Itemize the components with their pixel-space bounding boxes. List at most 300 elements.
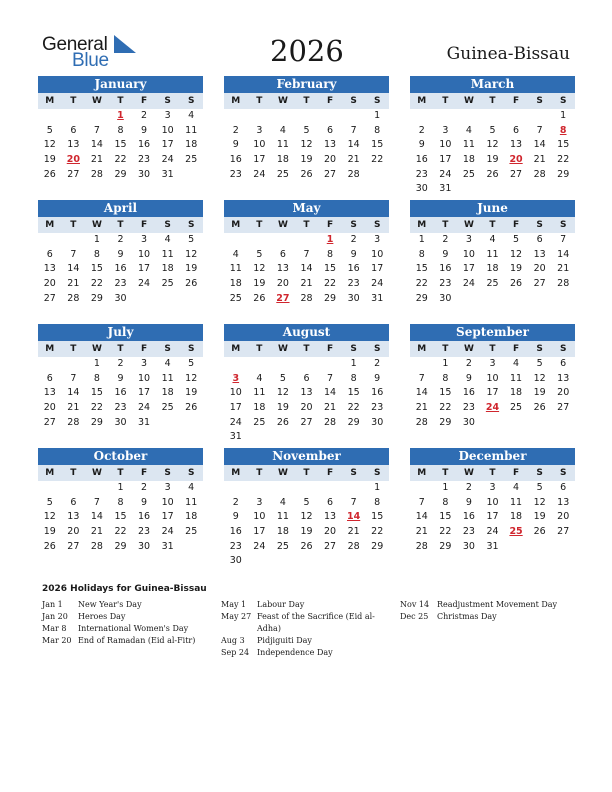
holiday-name: Heroes Day <box>78 612 126 621</box>
empty-day-cell <box>295 357 319 372</box>
day-cell: 11 <box>161 372 174 384</box>
day-cell: 9 <box>232 139 239 151</box>
holiday-column <box>42 599 212 647</box>
day-cell: 1 <box>93 358 100 369</box>
day-cell: 19 <box>185 263 198 275</box>
day-cell: 22 <box>114 154 127 166</box>
day-cell: 11 <box>185 124 198 136</box>
day-cell: 26 <box>185 278 198 290</box>
holiday-name: End of Ramadan (Eid al-Fitr) <box>78 636 196 645</box>
holiday-item <box>42 599 212 611</box>
weekday-label: S <box>536 220 543 230</box>
weekday-header-row <box>224 341 389 357</box>
month-august <box>224 324 389 445</box>
holiday-date: Aug 3 <box>221 636 245 645</box>
empty-day-cell <box>62 357 86 372</box>
day-cell: 24 <box>229 416 242 428</box>
day-cell: 28 <box>90 168 103 180</box>
day-cell: 23 <box>347 278 360 290</box>
day-cell: 29 <box>114 540 127 552</box>
day-cell: 19 <box>533 511 546 523</box>
day-cell: 12 <box>533 372 546 384</box>
day-cell: 26 <box>300 168 313 180</box>
day-cell: 26 <box>300 540 313 552</box>
day-cell: 3 <box>489 358 496 369</box>
holiday-day-cell: 3 <box>232 372 240 384</box>
day-cell: 18 <box>229 278 242 290</box>
holiday-day-cell: 8 <box>559 124 567 136</box>
weekday-label: F <box>140 468 148 478</box>
logo-text-general: General <box>42 34 108 55</box>
weekday-label: M <box>45 344 55 354</box>
day-cell: 29 <box>415 292 428 304</box>
day-cell: 28 <box>300 292 313 304</box>
weekday-label: M <box>45 220 55 230</box>
day-cell: 28 <box>347 540 360 552</box>
holiday-name: New Year's Day <box>78 600 142 609</box>
day-cell: 23 <box>415 168 428 180</box>
day-cell: 20 <box>276 278 289 290</box>
day-cell: 24 <box>462 278 475 290</box>
day-cell: 12 <box>185 372 198 384</box>
weekday-label: S <box>373 220 381 230</box>
day-cell: 25 <box>185 154 198 166</box>
weekday-header-row <box>410 465 575 481</box>
day-cell: 25 <box>161 402 174 414</box>
day-cell: 28 <box>415 416 428 428</box>
day-cell: 30 <box>347 292 360 304</box>
day-cell: 5 <box>303 124 310 136</box>
day-cell: 23 <box>114 278 127 290</box>
day-cell: 11 <box>161 248 174 260</box>
day-cell: 28 <box>557 278 570 290</box>
day-cell: 1 <box>442 482 449 493</box>
day-cell: 26 <box>486 168 499 180</box>
empty-day-cell <box>38 109 62 124</box>
day-cell: 17 <box>462 263 475 275</box>
weekday-label: F <box>512 468 520 478</box>
day-cell: 31 <box>161 540 174 552</box>
day-cell: 24 <box>161 526 174 538</box>
day-cell: 27 <box>67 540 80 552</box>
day-cell: 5 <box>303 496 310 508</box>
day-cell: 11 <box>462 139 475 151</box>
day-cell: 11 <box>229 263 242 275</box>
day-cell: 16 <box>138 511 151 523</box>
holiday-name: Independence Day <box>257 648 333 657</box>
day-cell: 5 <box>46 496 53 508</box>
day-cell: 6 <box>46 248 53 260</box>
day-cell: 29 <box>90 292 103 304</box>
weekday-label: T <box>256 468 263 478</box>
empty-day-cell <box>318 481 342 496</box>
weekday-label: W <box>463 96 474 106</box>
day-cell: 30 <box>371 416 384 428</box>
weekday-label: S <box>350 344 357 354</box>
day-cell: 21 <box>415 402 428 414</box>
weekday-label: M <box>45 468 55 478</box>
day-cell: 30 <box>439 292 452 304</box>
day-cell: 6 <box>303 372 310 384</box>
day-cell: 17 <box>439 154 452 166</box>
holiday-date: Sep 24 <box>221 648 250 657</box>
day-cell: 5 <box>256 248 263 260</box>
day-cell: 15 <box>557 139 570 151</box>
month-may <box>224 200 389 306</box>
holiday-day-cell: 20 <box>66 154 80 166</box>
day-cell: 19 <box>253 278 266 290</box>
holiday-column <box>221 599 391 659</box>
day-cell: 18 <box>185 511 198 523</box>
day-cell: 24 <box>439 168 452 180</box>
holiday-name: Readjustment Movement Day <box>437 600 558 609</box>
day-cell: 2 <box>374 358 381 369</box>
day-cell: 9 <box>465 496 472 508</box>
day-cell: 11 <box>253 387 266 399</box>
month-february <box>224 76 389 182</box>
day-cell: 8 <box>374 496 381 508</box>
month-header: June <box>410 200 575 217</box>
day-cell: 20 <box>67 526 80 538</box>
day-cell: 30 <box>462 540 475 552</box>
weekday-label: W <box>277 96 288 106</box>
day-grid <box>38 481 203 554</box>
day-cell: 18 <box>161 387 174 399</box>
day-cell: 3 <box>141 358 148 369</box>
day-cell: 15 <box>415 263 428 275</box>
day-cell: 14 <box>67 387 80 399</box>
weekday-label: T <box>70 96 77 106</box>
day-cell: 3 <box>256 124 263 136</box>
day-cell: 14 <box>300 263 313 275</box>
day-cell: 19 <box>300 526 313 538</box>
empty-day-cell <box>224 357 248 372</box>
weekday-label: S <box>164 344 171 354</box>
day-cell: 12 <box>253 263 266 275</box>
day-cell: 10 <box>253 511 266 523</box>
weekday-label: W <box>91 220 102 230</box>
day-cell: 22 <box>557 154 570 166</box>
day-cell: 13 <box>557 372 570 384</box>
day-cell: 26 <box>533 402 546 414</box>
day-cell: 19 <box>43 154 56 166</box>
weekday-label: S <box>373 96 381 106</box>
weekday-label: T <box>489 344 496 354</box>
day-cell: 8 <box>93 372 100 384</box>
empty-day-cell <box>295 481 319 496</box>
day-cell: 8 <box>374 124 381 136</box>
weekday-label: F <box>512 96 520 106</box>
day-cell: 24 <box>253 540 266 552</box>
day-cell: 27 <box>300 416 313 428</box>
month-header: April <box>38 200 203 217</box>
empty-day-cell <box>38 233 62 248</box>
day-cell: 11 <box>276 511 289 523</box>
day-cell: 19 <box>300 154 313 166</box>
weekday-label: T <box>442 96 449 106</box>
weekday-header-row <box>224 217 389 233</box>
day-cell: 7 <box>327 372 334 384</box>
holiday-name: Pidjiguiti Day <box>257 636 312 645</box>
weekday-label: T <box>117 220 124 230</box>
day-cell: 22 <box>371 154 384 166</box>
day-cell: 3 <box>256 496 263 508</box>
day-cell: 26 <box>510 278 523 290</box>
weekday-label: W <box>277 220 288 230</box>
day-cell: 9 <box>117 248 124 260</box>
holiday-name: Christmas Day <box>437 612 497 621</box>
day-cell: 18 <box>276 526 289 538</box>
empty-day-cell <box>271 481 295 496</box>
day-cell: 21 <box>347 154 360 166</box>
holiday-item <box>42 611 212 623</box>
day-cell: 15 <box>90 263 103 275</box>
day-cell: 10 <box>462 248 475 260</box>
empty-day-cell <box>318 357 342 372</box>
day-cell: 5 <box>188 234 195 245</box>
day-cell: 5 <box>489 124 496 136</box>
empty-day-cell <box>434 109 458 124</box>
day-cell: 14 <box>90 511 103 523</box>
day-cell: 30 <box>462 416 475 428</box>
day-cell: 28 <box>347 168 360 180</box>
day-cell: 31 <box>229 431 242 443</box>
day-cell: 19 <box>486 154 499 166</box>
weekday-label: S <box>559 96 567 106</box>
day-cell: 11 <box>510 496 523 508</box>
day-cell: 9 <box>350 248 357 260</box>
weekday-label: T <box>117 468 124 478</box>
day-cell: 12 <box>43 139 56 151</box>
day-grid <box>224 357 389 445</box>
day-cell: 21 <box>415 526 428 538</box>
holiday-item <box>400 599 570 611</box>
day-cell: 9 <box>418 139 425 151</box>
logo-triangle-icon <box>114 35 136 53</box>
day-cell: 25 <box>161 278 174 290</box>
day-cell: 29 <box>90 416 103 428</box>
month-january <box>38 76 203 182</box>
brand-logo <box>42 34 142 70</box>
day-cell: 27 <box>324 540 337 552</box>
day-cell: 13 <box>67 511 80 523</box>
day-cell: 30 <box>114 292 127 304</box>
day-cell: 15 <box>90 387 103 399</box>
holiday-day-cell: 1 <box>326 234 334 245</box>
day-grid <box>410 109 575 197</box>
month-header: December <box>410 448 575 465</box>
holiday-item <box>221 599 391 611</box>
empty-day-cell <box>248 357 272 372</box>
day-cell: 22 <box>371 526 384 538</box>
empty-day-cell <box>224 481 248 496</box>
day-cell: 29 <box>557 168 570 180</box>
day-cell: 27 <box>557 402 570 414</box>
day-cell: 13 <box>43 387 56 399</box>
day-cell: 10 <box>439 139 452 151</box>
day-cell: 23 <box>462 526 475 538</box>
day-cell: 19 <box>510 263 523 275</box>
day-cell: 4 <box>256 372 263 384</box>
day-cell: 14 <box>67 263 80 275</box>
day-cell: 25 <box>229 292 242 304</box>
day-cell: 4 <box>465 124 472 136</box>
weekday-label: W <box>91 96 102 106</box>
day-cell: 9 <box>465 372 472 384</box>
day-cell: 10 <box>253 139 266 151</box>
holiday-item <box>400 611 570 623</box>
day-cell: 21 <box>90 154 103 166</box>
country-name: Guinea-Bissau <box>446 44 570 64</box>
weekday-label: T <box>256 220 263 230</box>
day-cell: 27 <box>67 168 80 180</box>
weekday-label: T <box>303 96 310 106</box>
day-cell: 16 <box>138 139 151 151</box>
day-grid <box>38 357 203 430</box>
day-cell: 27 <box>557 526 570 538</box>
day-cell: 8 <box>117 124 124 136</box>
day-cell: 16 <box>114 263 127 275</box>
day-cell: 12 <box>486 139 499 151</box>
weekday-label: T <box>256 344 263 354</box>
day-cell: 14 <box>90 139 103 151</box>
day-cell: 9 <box>141 124 148 136</box>
month-header: August <box>224 324 389 341</box>
day-cell: 23 <box>371 402 384 414</box>
holidays-title: 2026 Holidays for Guinea-Bissau <box>42 584 207 594</box>
weekday-label: M <box>417 468 427 478</box>
day-cell: 8 <box>442 372 449 384</box>
day-cell: 15 <box>347 387 360 399</box>
day-cell: 30 <box>229 555 242 567</box>
day-cell: 8 <box>93 248 100 260</box>
holiday-day-cell: 14 <box>347 511 361 523</box>
day-cell: 10 <box>229 387 242 399</box>
month-april <box>38 200 203 306</box>
weekday-label: M <box>417 220 427 230</box>
day-cell: 8 <box>350 372 357 384</box>
day-cell: 14 <box>533 139 546 151</box>
day-cell: 12 <box>300 139 313 151</box>
weekday-label: S <box>187 344 195 354</box>
day-cell: 29 <box>439 540 452 552</box>
day-cell: 6 <box>70 124 77 136</box>
month-october <box>38 448 203 554</box>
day-cell: 13 <box>276 263 289 275</box>
empty-day-cell <box>248 481 272 496</box>
weekday-label: F <box>140 220 148 230</box>
day-cell: 10 <box>371 248 384 260</box>
month-november <box>224 448 389 569</box>
day-cell: 20 <box>557 511 570 523</box>
day-cell: 7 <box>418 496 425 508</box>
day-grid <box>410 357 575 430</box>
logo-text-blue: Blue <box>72 50 109 71</box>
empty-day-cell <box>457 109 481 124</box>
holiday-date: May 1 <box>221 600 247 609</box>
weekday-label: S <box>559 344 567 354</box>
weekday-label: T <box>442 468 449 478</box>
day-cell: 15 <box>114 139 127 151</box>
day-cell: 26 <box>43 540 56 552</box>
day-cell: 17 <box>138 263 151 275</box>
day-cell: 2 <box>465 358 472 369</box>
day-cell: 1 <box>350 358 357 369</box>
day-cell: 16 <box>229 526 242 538</box>
day-cell: 6 <box>46 372 53 384</box>
month-september <box>410 324 575 430</box>
weekday-label: F <box>326 344 334 354</box>
holiday-date: Nov 14 <box>400 600 430 609</box>
day-cell: 25 <box>276 168 289 180</box>
day-cell: 16 <box>462 511 475 523</box>
holiday-item <box>221 611 391 635</box>
day-cell: 26 <box>253 292 266 304</box>
day-cell: 12 <box>185 248 198 260</box>
day-grid <box>224 233 389 306</box>
weekday-label: S <box>536 468 543 478</box>
weekday-label: S <box>536 96 543 106</box>
day-cell: 24 <box>138 278 151 290</box>
day-cell: 17 <box>161 511 174 523</box>
weekday-label: S <box>164 220 171 230</box>
weekday-label: F <box>512 220 520 230</box>
day-cell: 24 <box>253 168 266 180</box>
day-cell: 7 <box>70 248 77 260</box>
holiday-day-cell: 1 <box>117 110 124 121</box>
day-cell: 21 <box>347 526 360 538</box>
holiday-date: Jan 20 <box>42 612 68 621</box>
day-cell: 26 <box>185 402 198 414</box>
month-header: March <box>410 76 575 93</box>
day-cell: 2 <box>117 358 124 369</box>
day-cell: 23 <box>138 154 151 166</box>
empty-day-cell <box>504 109 528 124</box>
weekday-label: F <box>326 468 334 478</box>
day-cell: 10 <box>161 496 174 508</box>
day-cell: 24 <box>371 278 384 290</box>
day-cell: 23 <box>114 402 127 414</box>
day-cell: 19 <box>43 526 56 538</box>
day-cell: 4 <box>489 234 496 245</box>
day-cell: 2 <box>232 124 239 136</box>
day-grid <box>38 233 203 306</box>
weekday-label: T <box>70 468 77 478</box>
weekday-header-row <box>410 217 575 233</box>
day-cell: 4 <box>513 358 520 369</box>
empty-day-cell <box>295 233 319 248</box>
day-cell: 5 <box>536 482 543 493</box>
day-cell: 13 <box>557 496 570 508</box>
day-cell: 7 <box>560 234 567 245</box>
day-cell: 1 <box>442 358 449 369</box>
empty-day-cell <box>224 109 248 124</box>
day-cell: 1 <box>374 482 381 493</box>
weekday-label: T <box>303 468 310 478</box>
day-cell: 22 <box>415 278 428 290</box>
month-december <box>410 448 575 554</box>
day-cell: 1 <box>374 110 381 121</box>
empty-day-cell <box>271 109 295 124</box>
day-cell: 16 <box>347 263 360 275</box>
weekday-label: M <box>417 96 427 106</box>
empty-day-cell <box>271 233 295 248</box>
day-cell: 13 <box>300 387 313 399</box>
weekday-label: F <box>326 220 334 230</box>
holiday-item <box>42 623 212 635</box>
empty-day-cell <box>248 109 272 124</box>
day-cell: 21 <box>300 278 313 290</box>
